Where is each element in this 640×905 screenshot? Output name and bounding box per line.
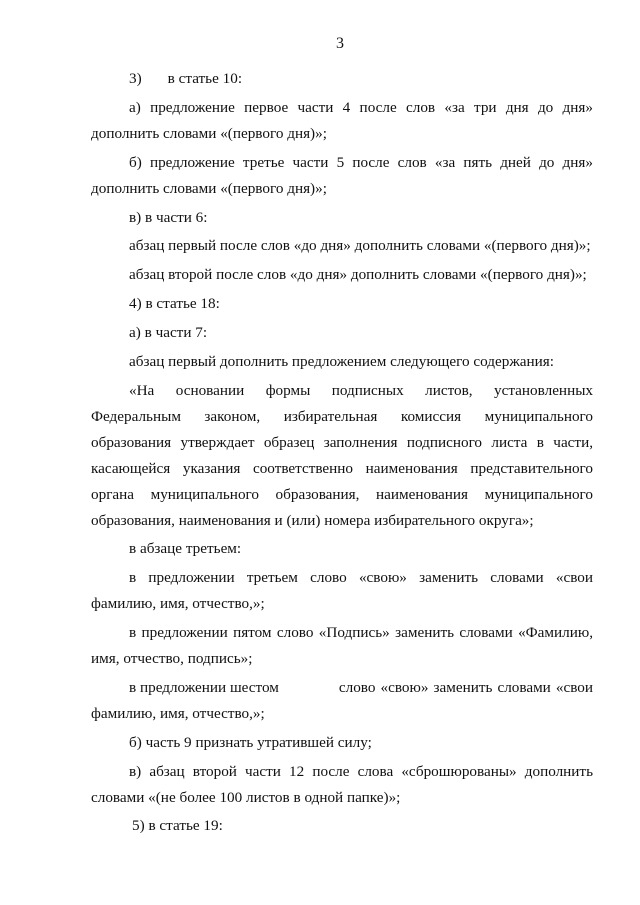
- text-fragment: слово «свою» заменить словами «свои: [338, 678, 593, 696]
- paragraph-line: фамилию, имя, отчество,»;: [91, 704, 265, 722]
- paragraph-line: б) предложение третье части 5 после слов «за пять дней до дня»: [129, 153, 593, 171]
- paragraph-line: а) в части 7:: [129, 324, 208, 342]
- page-number: 3: [336, 35, 344, 52]
- item-text: в статье 10:: [167, 70, 243, 87]
- paragraph-line: в абзаце третьем:: [129, 540, 242, 558]
- paragraph-line: абзац первый дополнить предложением следующего содержания:: [129, 353, 555, 371]
- paragraph-line: имя, отчество, подпись»;: [91, 650, 253, 668]
- paragraph-line: в предложении третьем слово «свою» заменить словами «свои: [129, 569, 593, 587]
- paragraph-line: в предложении пятом слово «Подпись» заменить словами «Фамилию,: [129, 624, 593, 642]
- paragraph-line: в) в части 6:: [129, 208, 208, 226]
- paragraph-line: абзац второй после слов «до дня» дополнить словами «(первого дня)»;: [129, 266, 587, 284]
- quote-line: касающейся указания соответственно наименования представительного: [91, 459, 593, 477]
- paragraph-line: дополнить словами «(первого дня)»;: [91, 179, 327, 197]
- item-4-heading: 4) в статье 18:: [129, 295, 220, 313]
- paragraph-line: дополнить словами «(первого дня)»;: [91, 124, 327, 142]
- quote-line: «На основании формы подписных листов, установленных: [129, 381, 593, 399]
- quote-line: Федеральным законом, избирательная комиссия муниципального: [91, 407, 593, 425]
- paragraph-line: б) часть 9 признать утратившей силу;: [129, 733, 372, 751]
- quote-line: органа муниципального образования, наименования муниципального: [91, 485, 593, 503]
- paragraph-line: а) предложение первое части 4 после слов «за три дня до дня»: [129, 98, 593, 116]
- item-5-heading: 5) в статье 19:: [132, 817, 223, 835]
- paragraph-line: в) абзац второй части 12 после слова «сброшюрованы» дополнить: [129, 762, 593, 780]
- paragraph-line: [91, 675, 593, 701]
- item-3-heading: [91, 66, 593, 92]
- paragraph-line: фамилию, имя, отчество,»;: [91, 595, 265, 613]
- item-number: 3): [129, 70, 142, 87]
- document-body: [91, 66, 593, 839]
- paragraph-line: абзац первый после слов «до дня» дополнить словами «(первого дня)»;: [129, 237, 591, 255]
- quote-line: образования утверждает образец заполнения подписного листа в части,: [91, 433, 593, 451]
- paragraph-line: словами «(не более 100 листов в одной папке)»;: [91, 788, 401, 806]
- quote-line: образования, наименования и (или) номера избирательного округа»;: [91, 511, 534, 529]
- text-fragment: в предложении шестом: [129, 678, 279, 696]
